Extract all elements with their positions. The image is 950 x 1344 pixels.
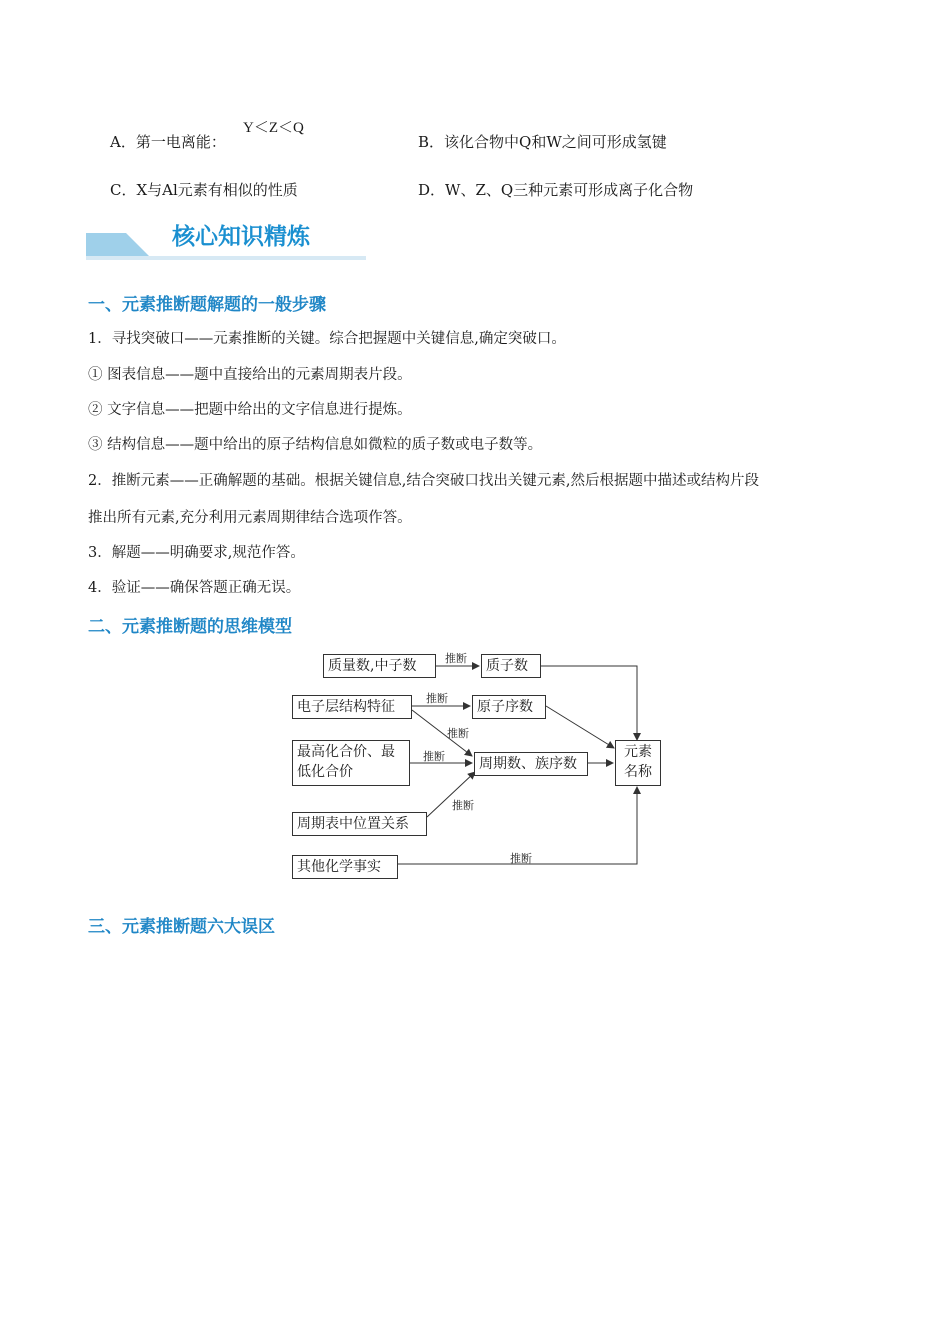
edge-label-mass-proton: 推断 [445, 652, 467, 665]
edge-label-valence-period: 推断 [423, 750, 445, 763]
node-other-facts: 其他化学事实 [292, 855, 398, 879]
node-valence-line1: 最高化合价、最 [297, 744, 395, 760]
banner-underline [86, 256, 366, 260]
node-atomic-number: 原子序数 [472, 695, 546, 719]
node-proton-number: 质子数 [481, 654, 541, 678]
section1-step2-line1: 2．推断元素——正确解题的基础。根据关键信息,结合突破口找出关键元素,然后根据题中描述或结构片段 [88, 473, 759, 489]
node-table-position: 周期表中位置关系 [292, 812, 427, 836]
node-electron-structure: 电子层结构特征 [292, 695, 412, 719]
edge-label-other-name: 推断 [510, 852, 532, 865]
option-a-label: A．第一电离能： [110, 133, 226, 151]
option-a-formula: Y＜Z＜Q [243, 120, 304, 136]
node-period-group: 周期数、族序数 [474, 752, 588, 776]
edge-label-electron-period: 推断 [447, 727, 469, 740]
node-element-name [615, 740, 661, 786]
section1-step3: 3．解题——明确要求,规范作答。 [88, 545, 305, 561]
section1-step4: 4．验证——确保答题正确无误。 [88, 580, 301, 596]
section2-heading: 二、元素推断题的思维模型 [88, 617, 292, 637]
section1-item1: ① 图表信息——题中直接给出的元素周期表片段。 [88, 367, 412, 383]
node-mass-neutron: 质量数,中子数 [323, 654, 436, 678]
section1-step1: 1．寻找突破口——元素推断的关键。综合把握题中关键信息,确定突破口。 [88, 331, 566, 347]
thinking-model-diagram [280, 645, 680, 885]
option-b: B．该化合物中Q和W之间可形成氢键 [418, 133, 667, 151]
node-element-name-line2: 名称 [624, 764, 652, 780]
section1-item3: ③ 结构信息——题中给出的原子结构信息如微粒的质子数或电子数等。 [88, 437, 543, 453]
banner-title: 核心知识精炼 [172, 224, 310, 250]
banner-decoration [86, 233, 156, 257]
node-valence-line2: 低化合价 [297, 764, 353, 780]
node-valence [292, 740, 410, 786]
section1-item2: ② 文字信息——把题中给出的文字信息进行提炼。 [88, 402, 412, 418]
edge-label-electron-atomic: 推断 [426, 692, 448, 705]
node-element-name-line1: 元素 [624, 744, 652, 760]
section3-heading: 三、元素推断题六大误区 [88, 917, 275, 937]
option-d: D．W、Z、Q三种元素可形成离子化合物 [418, 181, 694, 199]
edge-label-position-period: 推断 [452, 799, 474, 812]
section1-heading: 一、元素推断题解题的一般步骤 [88, 295, 326, 315]
option-c: C．X与Al元素有相似的性质 [110, 181, 298, 199]
section1-step2-line2: 推出所有元素,充分利用元素周期律结合选项作答。 [88, 510, 412, 526]
